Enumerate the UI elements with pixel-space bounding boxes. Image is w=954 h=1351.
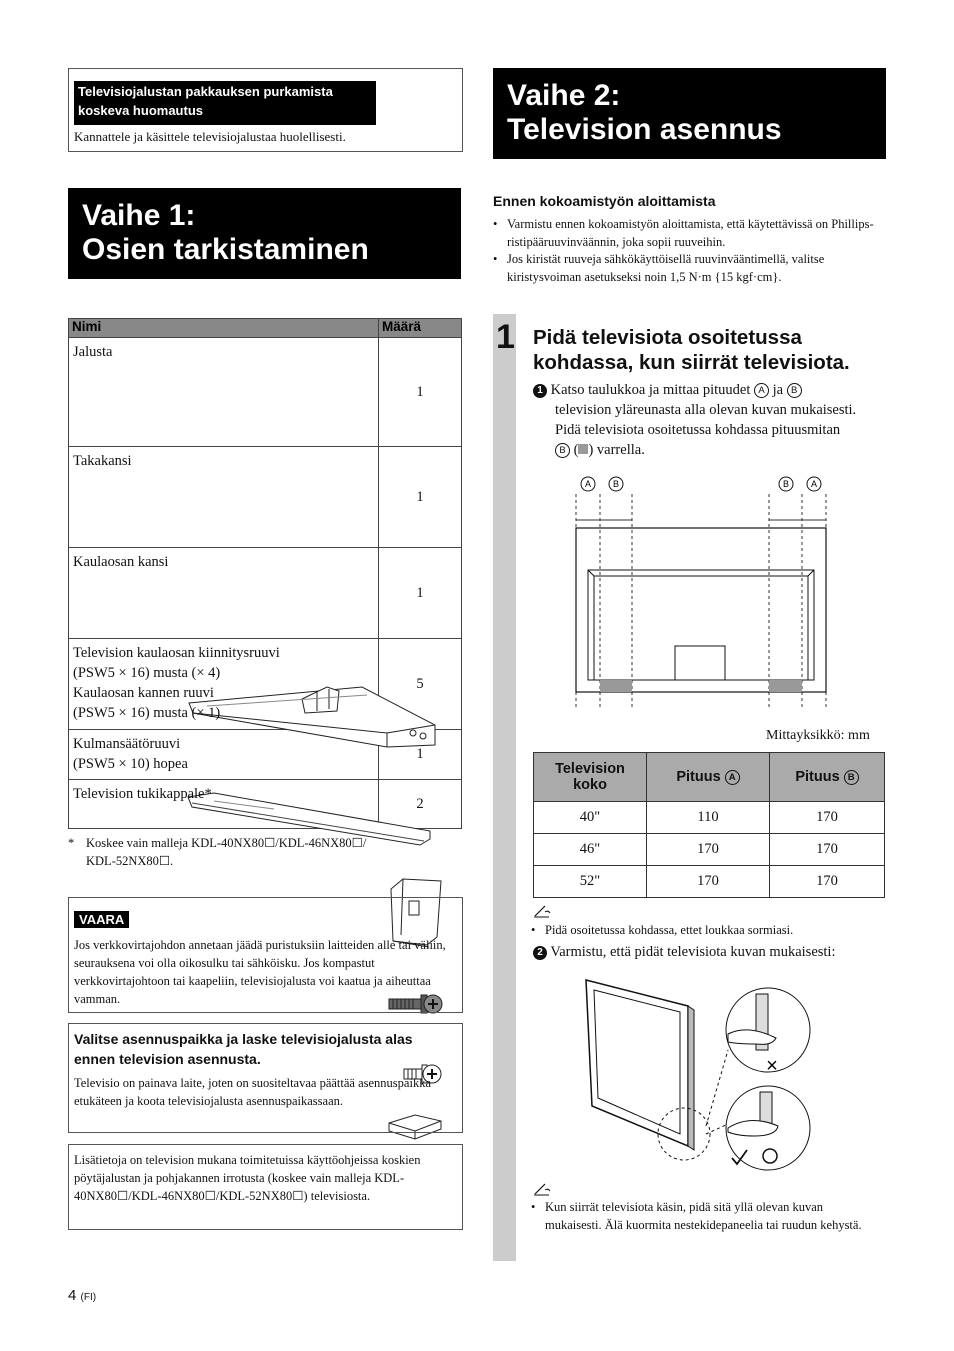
- step-title: Pidä televisiota osoitetussa kohdassa, kun siirrät televisiota.: [533, 326, 850, 374]
- substep-1: 1 Katso taulukkoa ja mittaa pituudet A ja B television yläreunasta alla olevan kuvan mukaisesti. Pidä televisiota osoitetussa kohdassa pituusmitan B ( ) varrella.: [533, 380, 888, 460]
- info-note-box: [68, 1144, 463, 1230]
- svg-text:A: A: [810, 479, 818, 489]
- note-pencil-icon: [533, 904, 551, 918]
- part-name: Kaulaosan kansi: [73, 554, 169, 570]
- tv-holding-illustration: [560, 974, 830, 1174]
- warning-label: VAARA: [74, 911, 129, 928]
- table-row: 52" 170 170: [534, 866, 885, 898]
- length-b-col: Pituus B: [770, 753, 885, 802]
- marker-b: B: [555, 443, 570, 458]
- part-name: Television kaulaosan kiinnitysruuvi (PSW5 × 16) musta (× 4) Kaulaosan kannen ruuvi (PSW5 × 16) musta (× 1): [73, 645, 280, 721]
- step-number: 1: [496, 318, 515, 356]
- part-qty: 5: [379, 639, 462, 730]
- table-row: [69, 548, 462, 639]
- substep-1-number: 1: [533, 384, 547, 398]
- gray-square-icon: [578, 444, 588, 454]
- part-qty: 1: [379, 548, 462, 639]
- step2-header-line1: Vaihe 2:: [507, 79, 621, 112]
- tv-measurement-diagram: [570, 472, 840, 712]
- placement-box: [68, 1023, 463, 1133]
- length-a-col: Pituus A: [647, 753, 770, 802]
- marker-b: B: [787, 383, 802, 398]
- step1-header-line2: Osien tarkistaminen: [82, 233, 369, 266]
- marker-a: A: [754, 383, 769, 398]
- svg-text:A: A: [584, 479, 592, 489]
- substep-2: 2 Varmistu, että pidät televisiota kuvan mukaisesti:: [533, 944, 835, 961]
- size-table: [533, 752, 885, 898]
- part-qty: 1: [379, 338, 462, 447]
- unpack-notice-title: Televisiojalustan pakkauksen purkamista koskeva huomautus: [74, 81, 376, 125]
- part-qty: 1: [379, 447, 462, 548]
- unpack-notice-box: [68, 68, 463, 152]
- part-name: Kulmansäätöruuvi (PSW5 × 10) hopea: [73, 736, 188, 772]
- unit-note: Mittayksikkö: mm: [766, 728, 870, 743]
- unpack-notice-text: Kannattele ja käsittele televisiojalustaa huolellisesti.: [74, 129, 346, 144]
- before-assembly-list: [493, 216, 885, 286]
- placement-title: Valitse asennuspaikka ja laske televisiojalusta alas ennen television asennusta.: [74, 1031, 413, 1067]
- substep-2-number: 2: [533, 946, 547, 960]
- note-pencil-icon: [533, 1182, 551, 1196]
- table-row: [69, 447, 462, 548]
- list-item: • Varmistu ennen kokoamistyön aloittamista, että käytettävissä on Phillips-ristipääruuvinväännin, joka sopii ruuveihin.: [493, 216, 885, 251]
- warning-text: Jos verkkovirtajohdon annetaan jäädä puristuksiin laitteiden alle tai väliin, seurauksena voi olla oikosulku tai sähköisku. Jos kompastut verkkovirtajohtoon tai kaapeliin, televisiojalusta voi kaatua ja aiheuttaa vamman.: [74, 938, 446, 1006]
- size-col: Television koko: [534, 753, 647, 802]
- svg-text:B: B: [612, 479, 620, 489]
- parts-table: [68, 318, 462, 829]
- note-2: • Kun siirrät televisiota käsin, pidä sitä yllä olevan kuvan mukaisesti. Älä kuormita nestekidepaneelia tai ruudun kehystä.: [531, 1199, 876, 1234]
- table-row: [69, 338, 462, 447]
- step1-header: [68, 188, 461, 279]
- note-1: • Pidä osoitetussa kohdassa, ettet loukkaa sormiasi.: [531, 922, 886, 939]
- step2-header: [493, 68, 886, 159]
- svg-text:B: B: [782, 479, 790, 489]
- info-note-text: Lisätietoja on television mukana toimitetuissa käyttöohjeissa koskien pöytäjalustan ja pohjakannen irrotusta (koskee vain malleja KDL-40NX80☐/KDL-46NX80☐/KDL-52NX80☐) televisiosta.: [74, 1153, 421, 1203]
- part-qty: 2: [379, 780, 462, 829]
- parts-col-qty: Määrä: [379, 319, 462, 338]
- table-row: 40" 110 170: [534, 802, 885, 834]
- svg-text:×: ×: [766, 1055, 778, 1077]
- list-item: • Jos kiristät ruuveja sähkökäyttöisellä ruuvinvääntimellä, valitse kiristysvoiman asetukseksi noin 1,5 N·m {15 kgf·cm}.: [493, 251, 885, 286]
- part-qty: 1: [379, 730, 462, 780]
- part-name: Jalusta: [73, 344, 113, 360]
- before-assembly-title: Ennen kokoamistyön aloittamista: [493, 193, 716, 209]
- step-sidebar-bar: [493, 314, 516, 1261]
- part-name: Takakansi: [73, 453, 132, 469]
- parts-col-name: Nimi: [69, 319, 379, 338]
- table-row: 46" 170 170: [534, 834, 885, 866]
- part-name: Television tukikappale*: [73, 786, 212, 802]
- parts-footnote: * Koskee vain malleja KDL-40NX80☐/KDL-46NX80☐/ KDL-52NX80☐.: [68, 836, 367, 868]
- placement-text: Televisio on painava laite, joten on suositeltavaa päättää asennuspaikka etukäteen ja koota televisiojalusta asennuspaikassaan.: [74, 1076, 431, 1108]
- step1-header-line1: Vaihe 1:: [82, 199, 196, 232]
- warning-box: [68, 897, 463, 1013]
- step2-header-line2: Television asennus: [507, 113, 782, 146]
- page-number: 4 (FI): [68, 1287, 97, 1304]
